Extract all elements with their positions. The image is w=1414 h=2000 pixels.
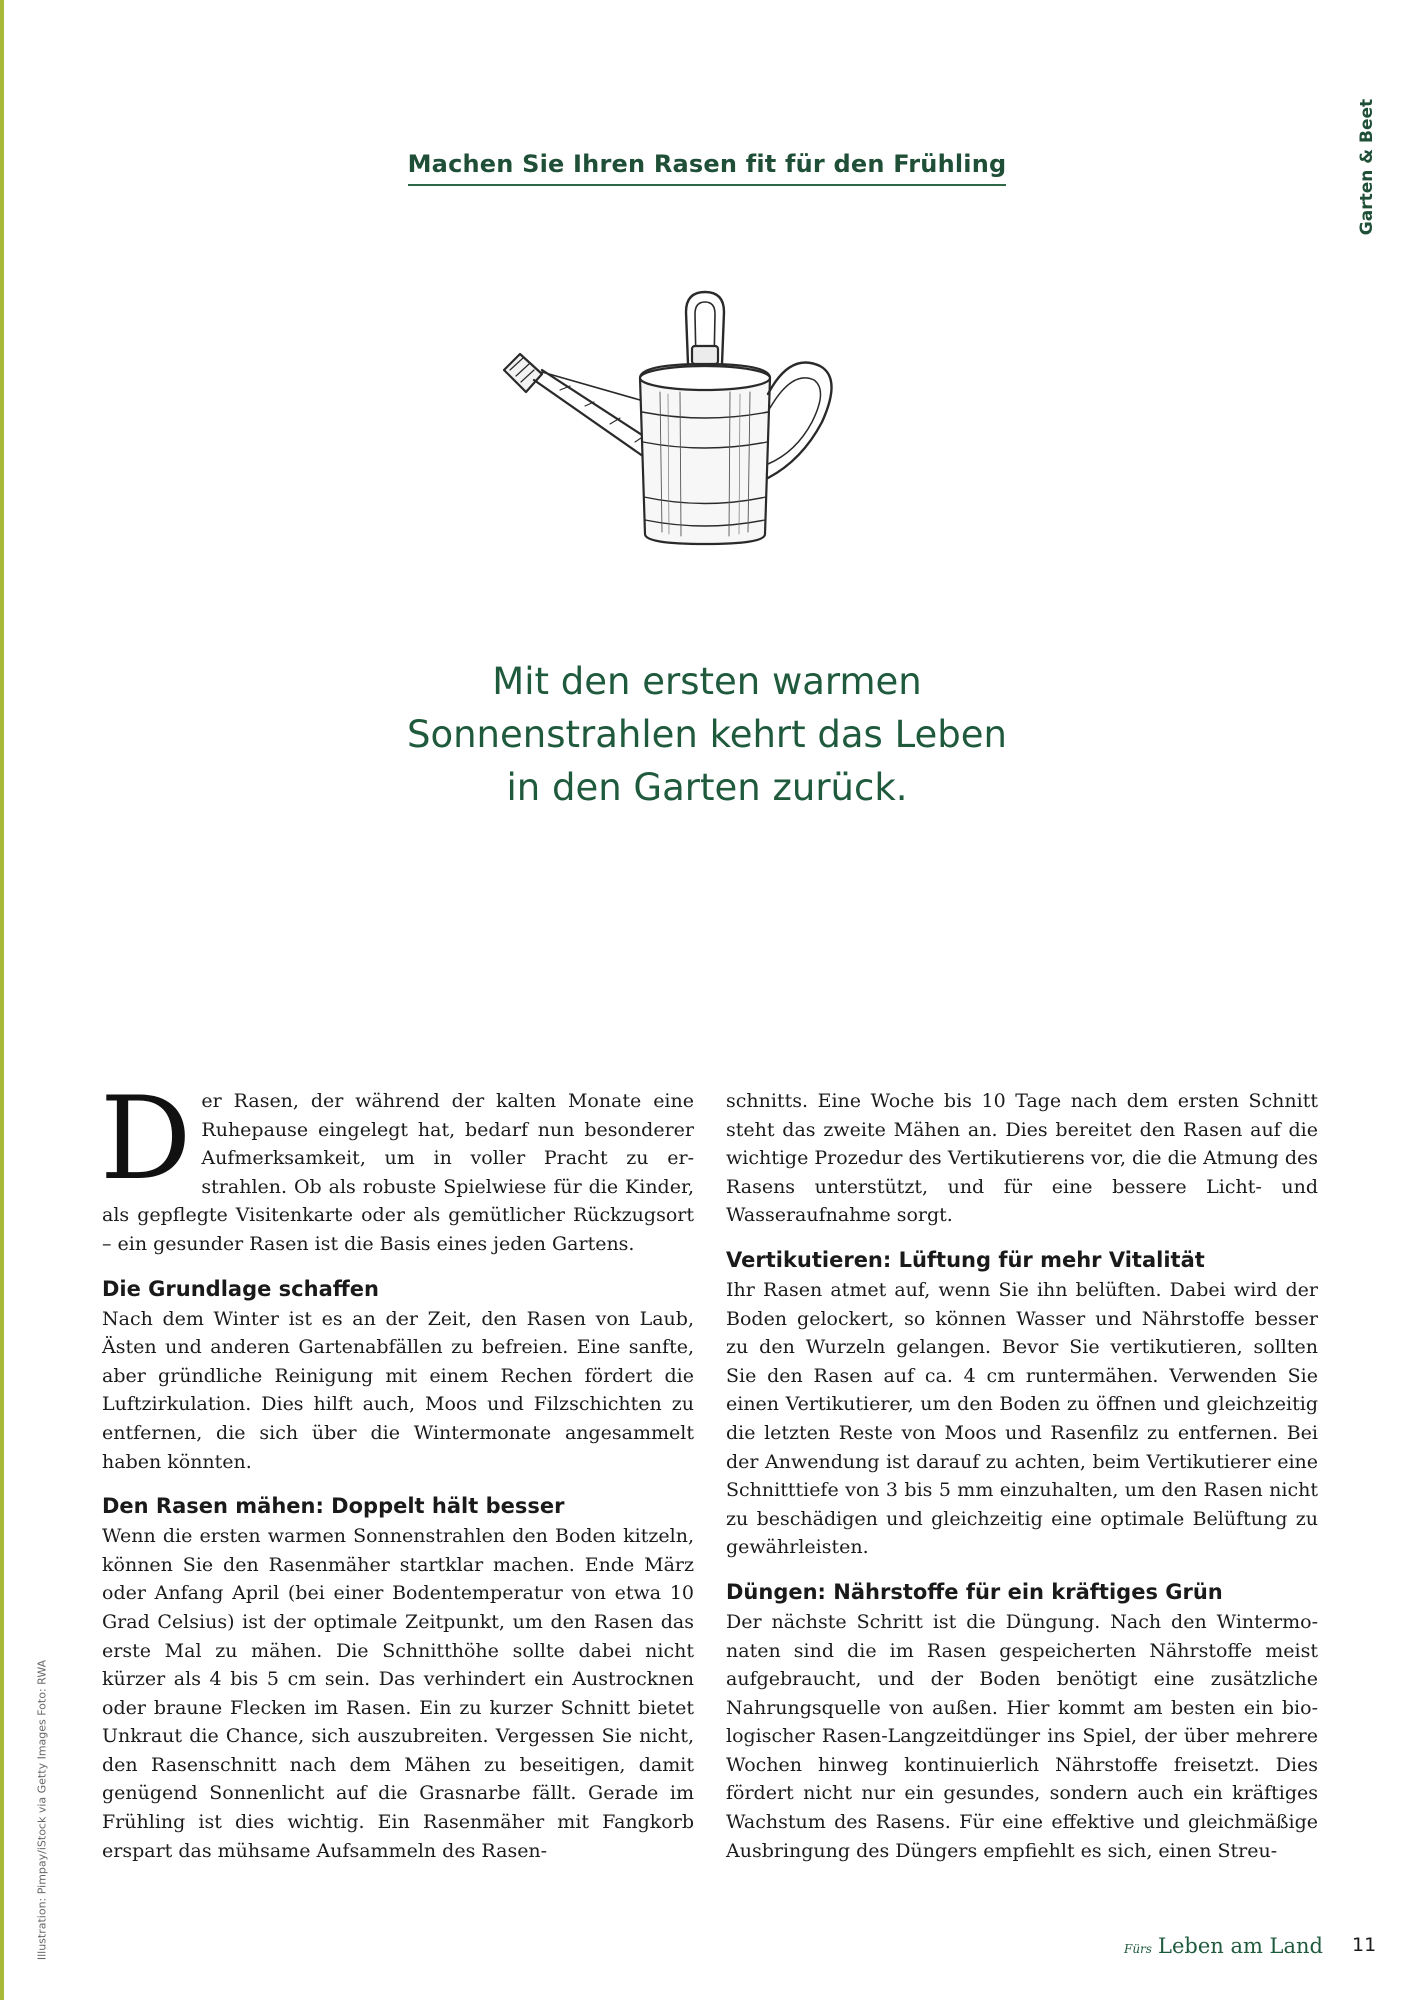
footer-prefix: Fürs	[1124, 1942, 1152, 1956]
intro-line: in den Garten zurück.	[506, 766, 908, 809]
section-label-text: Garten & Beet	[1357, 98, 1377, 236]
photo-credit	[22, 1660, 62, 1960]
section-heading: Vertikutieren: Lüftung für mehr Vitalität	[726, 1247, 1205, 1272]
article-column-left	[100, 1072, 694, 1865]
page-kicker: Machen Sie Ihren Rasen fit für den Frühling	[408, 150, 1007, 186]
watering-can-icon	[490, 282, 850, 552]
photo-credit-text: Illustration: Pimpay/iStock via Getty Images Foto: RWA	[35, 1659, 49, 1961]
page-number: 11	[1352, 1934, 1377, 1956]
page-footer	[1060, 1934, 1380, 1964]
section-body: Der nächste Schritt ist die Düngung. Nach den Wintermonaten sind die im Rasen gespeicherten Nährstoffe meist aufgebraucht, und der Boden benötigt eine zusätzliche Nahrungsquelle von außen. Hier kommt am besten ein biologischer Rasen-Langzeitdünger ins Spiel, der über mehrere Wochen hinweg kontinuierlich Nährstoffe freisetzt. Dies fördert nicht nur ein gesundes, sondern auch ein kräftiges Wachstum des Rasens. Für eine effektive und gleichmäßige Ausbringung des Düngers empfiehlt es sich, einen Streu-	[726, 1610, 1318, 1862]
intro-text	[300, 655, 1114, 814]
kicker-wrap	[0, 150, 1414, 186]
left-edge-bar	[0, 0, 4, 2000]
section-body: Wenn die ersten warmen Sonnenstrahlen den Boden kitzeln, können Sie den Rasenmäher startklar machen. Ende März oder Anfang April (bei einer Bodentemperatur von etwa 10 Grad Celsius) ist der optimale Zeitpunkt, um den Rasen das erste Mal zu mähen. Die Schnitthöhe sollte dabei nicht kürzer als 4 bis 5 cm sein. Das verhindert ein Austrocknen oder braune Flecken im Rasen. Ein zu kurzer Schnitt bietet Unkraut die Chance, sich auszubreiten. Vergessen Sie nicht, den Rasenschnitt nach dem Mähen zu beseitigen, damit genügend Sonnenlicht auf die Grasnarbe fällt. Gerade im Frühling ist dies wichtig. Ein Rasenmäher mit Fangkorb erspart das mühsame Aufsammeln des Rasen-	[102, 1525, 694, 1862]
article-column-right	[726, 1087, 1318, 1865]
article-intro-paragraph	[100, 1072, 694, 1259]
section-heading: Die Grundlage schaffen	[102, 1276, 379, 1301]
footer-brand: Leben am Land	[1158, 1934, 1323, 1958]
article-intro-text: er Rasen, der während der kalten Monate eine Ruhepause eingelegt hat, bedarf nun besonderer Aufmerksamkeit, um in voller Pracht zu erstrahlen. Ob als robuste Spielwiese für die Kinder, als gepflegte Visitenkarte oder als gemütlicher Rückzugsort – ein gesunder Rasen ist die Basis eines jeden Gartens.	[102, 1090, 694, 1255]
intro-line: Mit den ersten warmen	[492, 660, 922, 703]
drop-cap: D	[100, 1072, 192, 1205]
section-body: Nach dem Winter ist es an der Zeit, den Rasen von Laub, Ästen und anderen Gartenabfällen zu befreien. Eine sanfte, aber gründliche Reinigung mit einem Rechen fördert die Luftzirkulation. Dies hilft auch, Moos und Filzschichten zu entfernen, die sich über die Wintermonate angesammelt haben könnten.	[102, 1307, 694, 1473]
section-body-continued: schnitts. Eine Woche bis 10 Tage nach dem ersten Schnitt steht das zweite Mähen an. Dies bereitet den Rasen auf die wichtige Prozedur des Vertikutierens vor, die die Atmung des Rasens unterstützt, und für eine bessere Licht- und Wasseraufnahme sorgt.	[726, 1090, 1318, 1227]
section-heading: Düngen: Nährstoffe für ein kräftiges Grün	[726, 1579, 1223, 1604]
section-heading: Den Rasen mähen: Doppelt hält besser	[102, 1494, 565, 1519]
intro-line: Sonnenstrahlen kehrt das Leben	[406, 713, 1008, 756]
section-body: Ihr Rasen atmet auf, wenn Sie ihn belüften. Dabei wird der Boden gelockert, so können Wasser und Nährstoffe besser zu den Wurzeln gelangen. Bevor Sie vertikutieren, sollten Sie den Rasen auf ca. 4 cm runtermähen. Verwenden Sie einen Vertikutierer, um den Boden zu öffnen und gleichzeitig die letzten Reste von Moos und Rasenfilz zu entfernen. Bei der Anwendung ist darauf zu achten, beim Vertikutierer eine Schnitttiefe von 3 bis 5 mm einzuhalten, um den Rasen nicht zu beschädigen und gleichzeitig eine optimale Belüftung zu gewährleisten.	[726, 1278, 1318, 1559]
